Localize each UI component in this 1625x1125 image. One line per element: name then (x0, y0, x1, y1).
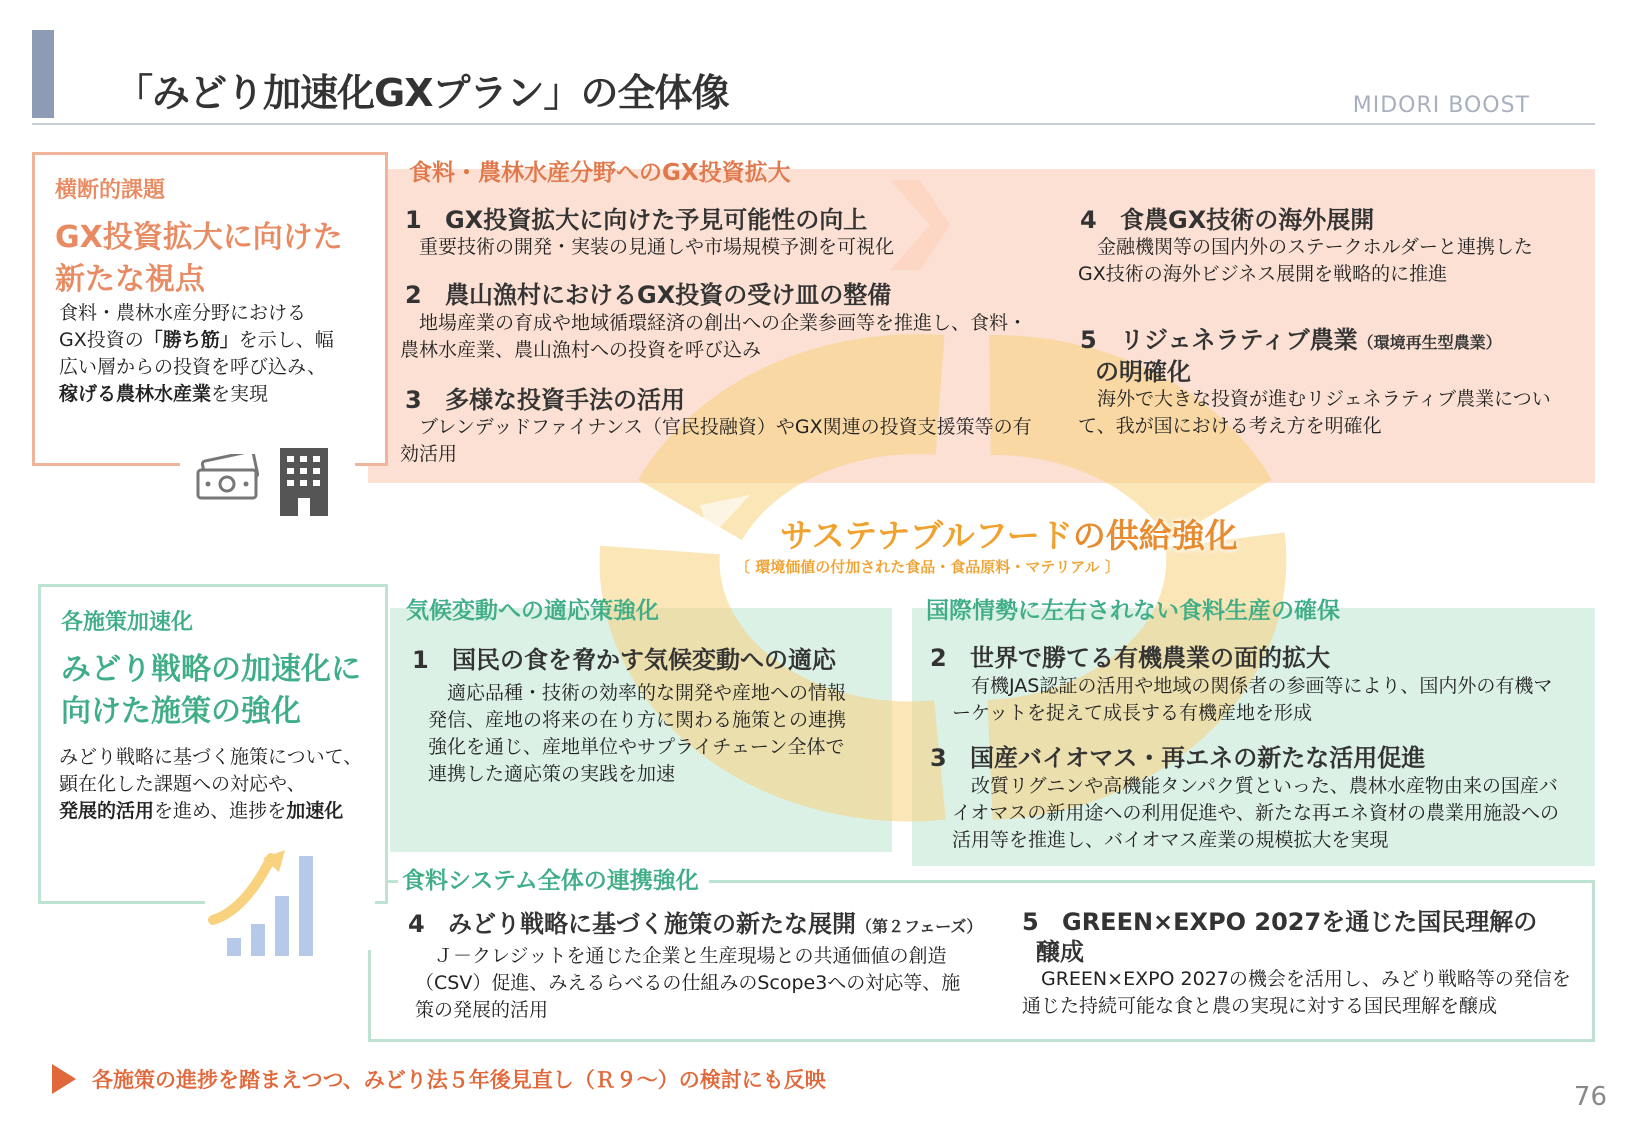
intl-item-3-title: 3 国産バイオマス・再エネの新たな活用促進 (930, 744, 1426, 772)
intl-item-2-title: 2 世界で勝てる有機農業の面的拡大 (930, 644, 1330, 672)
money-icon (196, 454, 260, 502)
page-number: 76 (1573, 1082, 1607, 1112)
intl-item-3-body: 改質リグニンや高機能タンパク質といった、農林水産物由来の国産バイオマスの新用途への利用促進や、新たな再エネ資材の農業用施設への活用等を推進し、バイオマス産業の規模拡大を実現 (952, 775, 1560, 851)
panel-body: 食料・農林水産分野における GX投資の「勝ち筋」を示し、幅 広い層からの投資を呼び込み、 稼げる農林水産業を実現 (59, 302, 334, 405)
gx-item-1-body: 重要技術の開発・実装の見通しや市場規模予測を可視化 (400, 236, 895, 258)
climate-item-1-body: 適応品種・技術の効率的な開発や産地への情報発信、産地の将来の在り方に関わる施策との連携強化を通じ、産地単位やサプライチェーン全体で連携した適応策の実践を加速 (428, 682, 847, 785)
growth-chart-icon (205, 850, 335, 960)
center-subtitle: 〔 環境価値の付加された食品・食品原料・マテリアル 〕 (735, 558, 1120, 576)
gx-item-5-title: 5 リジェネラティブ農業（環境再生型農業） (1080, 326, 1502, 354)
panel-title: みどり戦略の加速化に 向けた施策の強化 (61, 652, 361, 729)
international-section-heading: 国際情勢に左右されない食料生産の確保 (926, 598, 1340, 624)
climate-section-heading: 気候変動への適応策強化 (406, 598, 659, 624)
gx-section-heading: 食料・農林水産分野へのGX投資拡大 (409, 160, 791, 186)
gx-item-5-body: 海外で大きな投資が進むリジェネラティブ農業について、我が国における考え方を明確化 (1078, 388, 1551, 437)
footer-arrow-icon (52, 1064, 76, 1094)
gx-item-1-title: 1 GX投資拡大に向けた予見可能性の向上 (405, 206, 868, 234)
system-item-4-body: Ｊ－クレジットを通じた企業と生産現場との共通価値の創造（CSV）促進、みえるらべるの仕組みのScope3への対応等、施策の発展的活用 (415, 945, 961, 1021)
climate-item-1-title: 1 国民の食を脅かす気候変動への適応 (412, 646, 836, 674)
panel-title: GX投資拡大に向けた 新たな視点 (55, 220, 343, 297)
building-icon (276, 446, 332, 518)
gx-item-3-title: 3 多様な投資手法の活用 (405, 386, 685, 414)
system-item-4-title: 4 みどり戦略に基づく施策の新たな展開（第２フェーズ） (408, 910, 983, 938)
gx-item-4-body: 金融機関等の国内外のステークホルダーと連携したGX技術の海外ビジネス展開を戦略的に推進 (1078, 236, 1533, 285)
brand-label: MIDORI BOOST (1352, 93, 1530, 118)
gx-item-2-body: 地場産業の育成や地域循環経済の創出への企業参画等を推進し、食料・農林水産業、農山漁村への投資を呼び込み (400, 312, 1028, 361)
page-title: 「みどり加速化GXプラン」の全体像 (115, 71, 729, 115)
system-item-5-title: 5 GREEN×EXPO 2027を通じた国民理解の (1022, 908, 1538, 936)
gx-item-2-title: 2 農山漁村におけるGX投資の受け皿の整備 (405, 281, 892, 309)
panel-body: みどり戦略に基づく施策について、 顕在化した課題への対応や、 発展的活用を進め、進捗を加速化 (59, 746, 363, 822)
food-system-section-heading: 食料システム全体の連携強化 (398, 862, 709, 895)
gx-item-5-title-line2: の明確化 (1095, 358, 1191, 386)
system-item-5-title-line2: 醸成 (1036, 938, 1084, 966)
title-accent-bar (32, 30, 54, 118)
gx-item-4-title: 4 食農GX技術の海外展開 (1080, 206, 1375, 234)
panel-heading: 横断的課題 (55, 178, 166, 203)
system-item-5-body: GREEN×EXPO 2027の機会を活用し、みどり戦略等の発信を通じた持続可能な食と農の実現に対する国民理解を醸成 (1022, 968, 1571, 1017)
intl-item-2-body: 有機JAS認証の活用や地域の関係者の参画等により、国内外の有機マーケットを捉えて成長する有機産地を形成 (952, 675, 1553, 724)
panel-heading: 各施策加速化 (61, 610, 194, 635)
center-title: サステナブルフードの供給強化 (780, 516, 1238, 555)
cross-cutting-issue-panel (32, 152, 388, 466)
gx-item-3-body: ブレンデッドファイナンス（官民投融資）やGX関連の投資支援策等の有効活用 (400, 416, 1032, 465)
footer-note: 各施策の進捗を踏まえつつ、みどり法５年後見直し（Ｒ９～）の検討にも反映 (92, 1068, 826, 1092)
header-divider (32, 123, 1595, 125)
